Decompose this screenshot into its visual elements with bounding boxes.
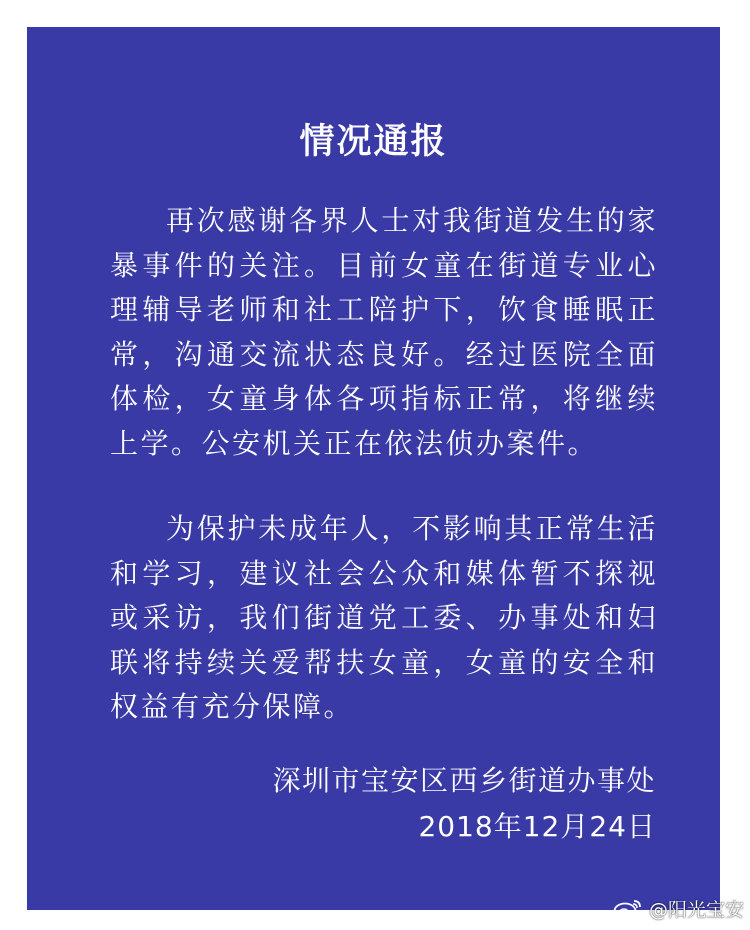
notice-paragraph-2: 为保护未成年人，不影响其正常生活和学习，建议社会公众和媒体暂不探视或采访，我们街道党工委、办事处和妇联将持续关爱帮扶女童，女童的安全和权益有充分保障。 [110,512,658,723]
weibo-icon [613,898,643,920]
issue-date: 2018年12月24日 [418,810,656,843]
issuing-organization: 深圳市宝安区西乡街道办事处 [272,764,656,797]
weibo-watermark [613,895,744,922]
notice-title: 情况通报 [299,122,448,162]
notice-board [27,27,720,910]
notice-paragraph-1: 再次感谢各界人士对我街道发生的家暴事件的关注。目前女童在街道专业心理辅导老师和社工陪护下，饮食睡眠正常，沟通交流状态良好。经过医院全面体检，女童身体各项指标正常，将继续上学。公安机关正在依法侦办案件。 [110,204,658,460]
watermark-handle: @阳光宝安 [648,899,744,921]
